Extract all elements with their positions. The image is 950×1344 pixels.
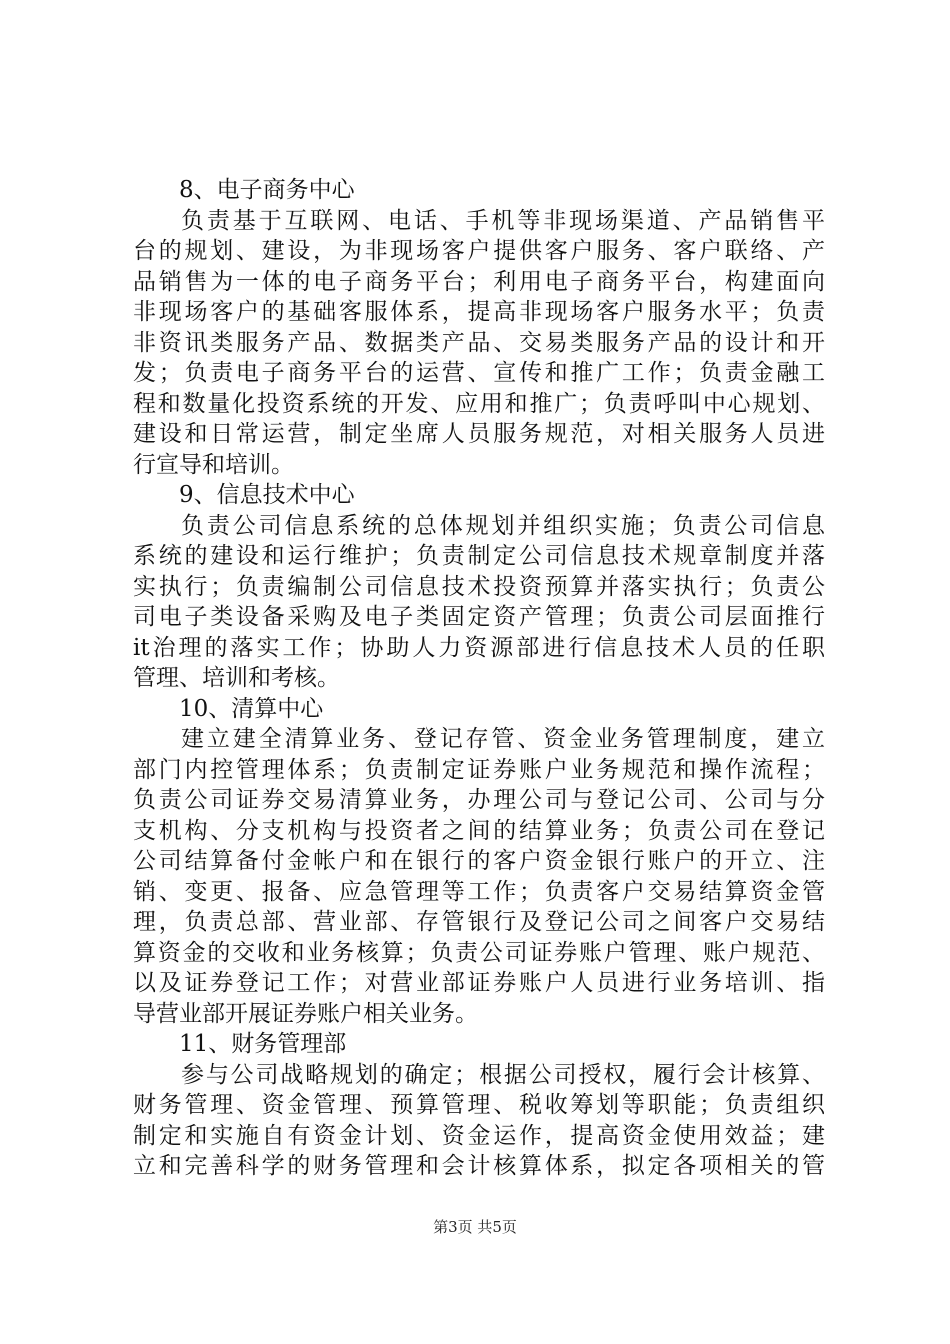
section-e-commerce-center xyxy=(133,175,825,480)
section-heading: 11、财务管理部 xyxy=(179,1031,347,1057)
page-footer xyxy=(0,1216,950,1237)
paragraph-line: 算资金的交收和业务核算；负责公司证券账户管理、账户规范、 xyxy=(133,939,825,966)
section-it-center xyxy=(133,480,825,694)
paragraph-line: 参与公司战略规划的确定；根据公司授权，履行会计核算、 xyxy=(181,1061,825,1088)
paragraph-line: 以及证券登记工作；对营业部证券账户人员进行业务培训、指 xyxy=(133,970,825,996)
paragraph-line: 公司结算备付金帐户和在银行的客户资金银行账户的开立、注 xyxy=(133,848,825,874)
paragraph-line: it治理的落实工作；协助人力资源部进行信息技术人员的任职 xyxy=(133,634,825,661)
paragraph-line: 非现场客户的基础客服体系，提高非现场客户服务水平；负责 xyxy=(133,299,825,325)
document-page xyxy=(133,175,825,1182)
paragraph-line: 财务管理、资金管理、预算管理、税收筹划等职能；负责组织 xyxy=(133,1092,825,1118)
paragraph-line: 司电子类设备采购及电子类固定资产管理；负责公司层面推行 xyxy=(133,604,825,630)
paragraph-line: 部门内控管理体系；负责制定证券账户业务规范和操作流程； xyxy=(133,756,825,783)
section-body xyxy=(133,511,825,694)
section-clearing-center xyxy=(133,694,825,1030)
paragraph-line: 支机构、分支机构与投资者之间的结算业务；负责公司在登记 xyxy=(133,817,825,844)
paragraph-line: 建设和日常运营，制定坐席人员服务规范，对相关服务人员进 xyxy=(133,421,825,447)
paragraph-line: 发；负责电子商务平台的运营、宣传和推广工作；负责金融工 xyxy=(133,360,825,386)
paragraph-line: 负责公司信息系统的总体规划并组织实施；负责公司信息 xyxy=(181,512,825,539)
section-heading: 9、信息技术中心 xyxy=(179,482,355,508)
paragraph-line: 制定和实施自有资金计划、资金运作，提高资金使用效益；建 xyxy=(133,1122,825,1149)
section-body xyxy=(133,1060,825,1182)
paragraph-line: 导营业部开展证券账户相关业务。 xyxy=(133,1000,478,1027)
section-body xyxy=(133,206,825,481)
section-heading: 8、电子商务中心 xyxy=(179,177,355,203)
paragraph-line: 品销售为一体的电子商务平台；利用电子商务平台，构建面向 xyxy=(133,268,825,295)
section-heading: 10、清算中心 xyxy=(179,695,324,722)
paragraph-line: 销、变更、报备、应急管理等工作；负责客户交易结算资金管 xyxy=(133,878,825,905)
paragraph-line: 立和完善科学的财务管理和会计核算体系，拟定各项相关的管 xyxy=(133,1153,825,1179)
paragraph-line: 实执行；负责编制公司信息技术投资预算并落实执行；负责公 xyxy=(133,573,825,600)
paragraph-line: 系统的建设和运行维护；负责制定公司信息技术规章制度并落 xyxy=(133,543,825,569)
paragraph-line: 理，负责总部、营业部、存管银行及登记公司之间客户交易结 xyxy=(133,909,825,935)
section-finance-department xyxy=(133,1029,825,1182)
page-number: 第3页 共5页 xyxy=(433,1218,517,1236)
paragraph-line: 负责公司证券交易清算业务，办理公司与登记公司、公司与分 xyxy=(133,787,825,813)
paragraph-line: 程和数量化投资系统的开发、应用和推广；负责呼叫中心规划、 xyxy=(133,390,825,417)
section-body xyxy=(133,724,825,1029)
paragraph-line: 建立建全清算业务、登记存管、资金业务管理制度，建立 xyxy=(181,726,825,752)
paragraph-line: 行宣导和培训。 xyxy=(133,451,294,478)
paragraph-line: 管理、培训和考核。 xyxy=(133,665,340,691)
paragraph-line: 台的规划、建设，为非现场客户提供客户服务、客户联络、产 xyxy=(133,238,825,264)
paragraph-line: 非资讯类服务产品、数据类产品、交易类服务产品的设计和开 xyxy=(133,329,825,356)
paragraph-line: 负责基于互联网、电话、手机等非现场渠道、产品销售平 xyxy=(181,207,825,234)
